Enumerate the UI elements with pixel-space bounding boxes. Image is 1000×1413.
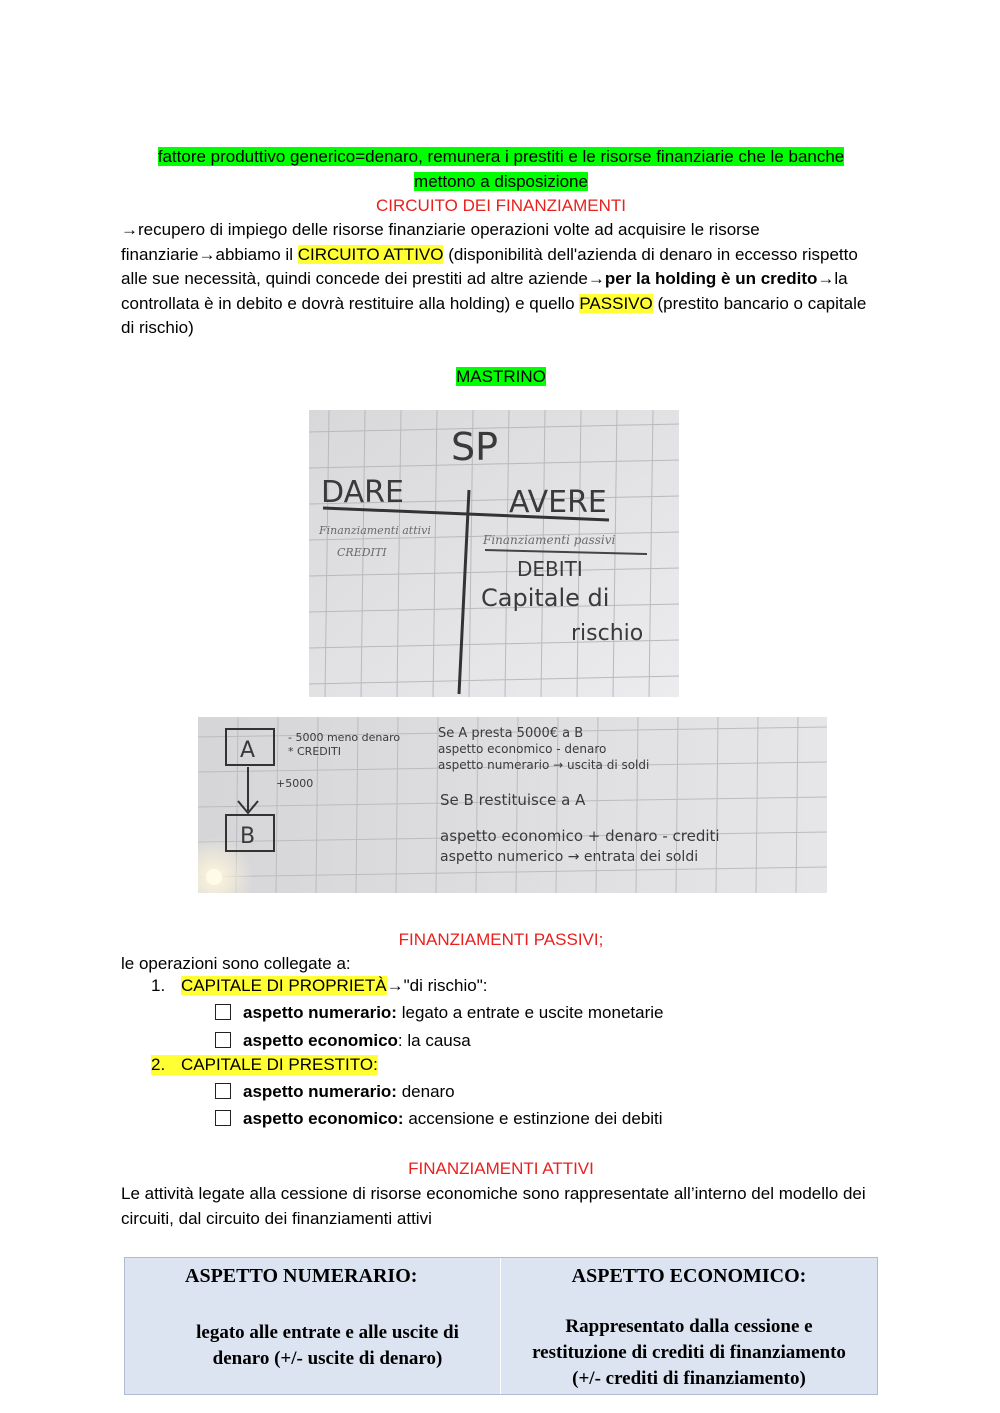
- economico-line-3: (+/- crediti di finanziamento): [572, 1368, 806, 1389]
- right-note-3: aspetto numerario → uscita di soldi: [438, 758, 650, 772]
- intro-line-1: fattore produttivo generico=denaro, remunera i prestiti e le risorse finanziarie che le banche: [157, 147, 845, 166]
- intro-line-2: mettono a disposizione: [414, 171, 588, 191]
- numerario-line-1: legato alle entrate e alle uscite di: [196, 1322, 459, 1343]
- mastrino-photo: [309, 410, 679, 697]
- dare-label: DARE: [321, 475, 404, 510]
- fin-attivi-label: Finanziamenti attivi: [319, 524, 431, 537]
- fin-passivi-label: Finanziamenti passivi: [483, 533, 616, 547]
- debiti-label: DEBITI: [517, 557, 583, 581]
- sub-bold: aspetto numerario:: [243, 1082, 397, 1101]
- checkbox-icon[interactable]: [215, 1004, 231, 1020]
- checkbox-icon[interactable]: [215, 1110, 231, 1126]
- mastrino-heading: [121, 365, 881, 390]
- passivo-highlight: PASSIVO: [579, 293, 653, 313]
- table-col-numerario: [125, 1258, 500, 1394]
- capitale-prestito-label: CAPITALE DI PRESTITO:: [181, 1055, 378, 1074]
- list-number: 1.: [151, 976, 166, 995]
- attivi-title: FINANZIAMENTI ATTIVI: [408, 1159, 594, 1178]
- list-number: 2.: [151, 1055, 166, 1074]
- sub-bold: aspetto numerario:: [243, 1003, 397, 1022]
- holding-bold: per la holding è un credito: [604, 269, 818, 288]
- list-subitem: [215, 1109, 663, 1129]
- list-subitem: [215, 1082, 455, 1102]
- sub-text: accensione e estinzione dei debiti: [403, 1109, 663, 1128]
- circuito-attivo-highlight: CIRCUITO ATTIVO: [297, 244, 444, 264]
- numerario-line-2: denaro (+/- uscite di denaro): [212, 1348, 443, 1369]
- note-meno-denaro: - 5000 meno denaro: [288, 731, 401, 744]
- capitale-proprieta-label: CAPITALE DI PROPRIETÀ: [181, 976, 387, 995]
- para-text: (prestito bancario o capitale di rischio): [121, 293, 867, 337]
- para-text: (disponibilità dell'azienda di denaro in eccesso rispetto alle sue necessità, quindi concede dei prestiti ad altre aziende→: [121, 244, 858, 288]
- list-subitem: [215, 1031, 471, 1051]
- list-item: [151, 1055, 378, 1075]
- right-note-1: Se A presta 5000€ a B: [438, 726, 584, 741]
- sub-text: legato a entrate e uscite monetarie: [396, 1003, 664, 1022]
- avere-label: AVERE: [509, 485, 607, 520]
- economico-line-2: restituzione di crediti di finanziamento: [532, 1342, 846, 1363]
- node-b: B: [240, 824, 256, 849]
- right-note-4: Se B restituisce a A: [440, 791, 586, 809]
- mastrino-title: MASTRINO: [456, 367, 546, 386]
- rischio-label: rischio: [571, 621, 644, 646]
- circuito-title: CIRCUITO DEI FINANZIAMENTI: [376, 196, 626, 215]
- aspetti-table: [124, 1257, 878, 1395]
- node-a: A: [240, 738, 256, 763]
- passivi-title: FINANZIAMENTI PASSIVI;: [398, 930, 604, 949]
- sub-bold: aspetto economico:: [243, 1109, 404, 1128]
- crediti-label: CREDITI: [337, 546, 387, 559]
- economico-line-1: Rappresentato dalla cessione e: [565, 1316, 813, 1337]
- circuito-paragraph: [121, 218, 881, 341]
- right-note-6: aspetto numerico → entrata dei soldi: [440, 849, 699, 865]
- list-subitem: [215, 1003, 663, 1023]
- para-text: →recupero di impiego delle risorse finanziarie operazioni volte ad acquisire le risorse finanziarie→abbiamo il: [121, 220, 760, 264]
- note-crediti: * CREDITI: [288, 745, 341, 758]
- checkbox-icon[interactable]: [215, 1083, 231, 1099]
- checkbox-icon[interactable]: [215, 1032, 231, 1048]
- para-text: →la controllata è in debito e dovrà restituire alla holding) e quello: [121, 269, 848, 313]
- prestito-photo: [198, 717, 827, 893]
- sp-label: SP: [451, 425, 499, 469]
- economico-header: ASPETTO ECONOMICO:: [571, 1265, 807, 1287]
- passivi-intro: le operazioni sono collegate a:: [121, 954, 351, 973]
- numerario-header: ASPETTO NUMERARIO:: [185, 1265, 418, 1287]
- sub-text: : la causa: [397, 1031, 471, 1050]
- right-note-2: aspetto economico - denaro: [438, 742, 607, 756]
- list-item: [151, 976, 488, 996]
- sub-text: denaro: [396, 1082, 455, 1101]
- table-col-economico: [501, 1258, 877, 1394]
- capitale-label: Capitale di: [481, 584, 610, 612]
- attivi-paragraph: Le attività legate alla cessione di risorse economiche sono rappresentate all’interno del modello dei circuiti, dal circuito dei finanziamenti attivi: [121, 1184, 866, 1228]
- intro-text: [121, 145, 881, 194]
- list-text: →"di rischio":: [386, 976, 488, 995]
- sub-bold: aspetto economico: [243, 1031, 398, 1050]
- right-note-5: aspetto economico + denaro - crediti: [440, 827, 720, 845]
- note-plus: +5000: [276, 777, 314, 790]
